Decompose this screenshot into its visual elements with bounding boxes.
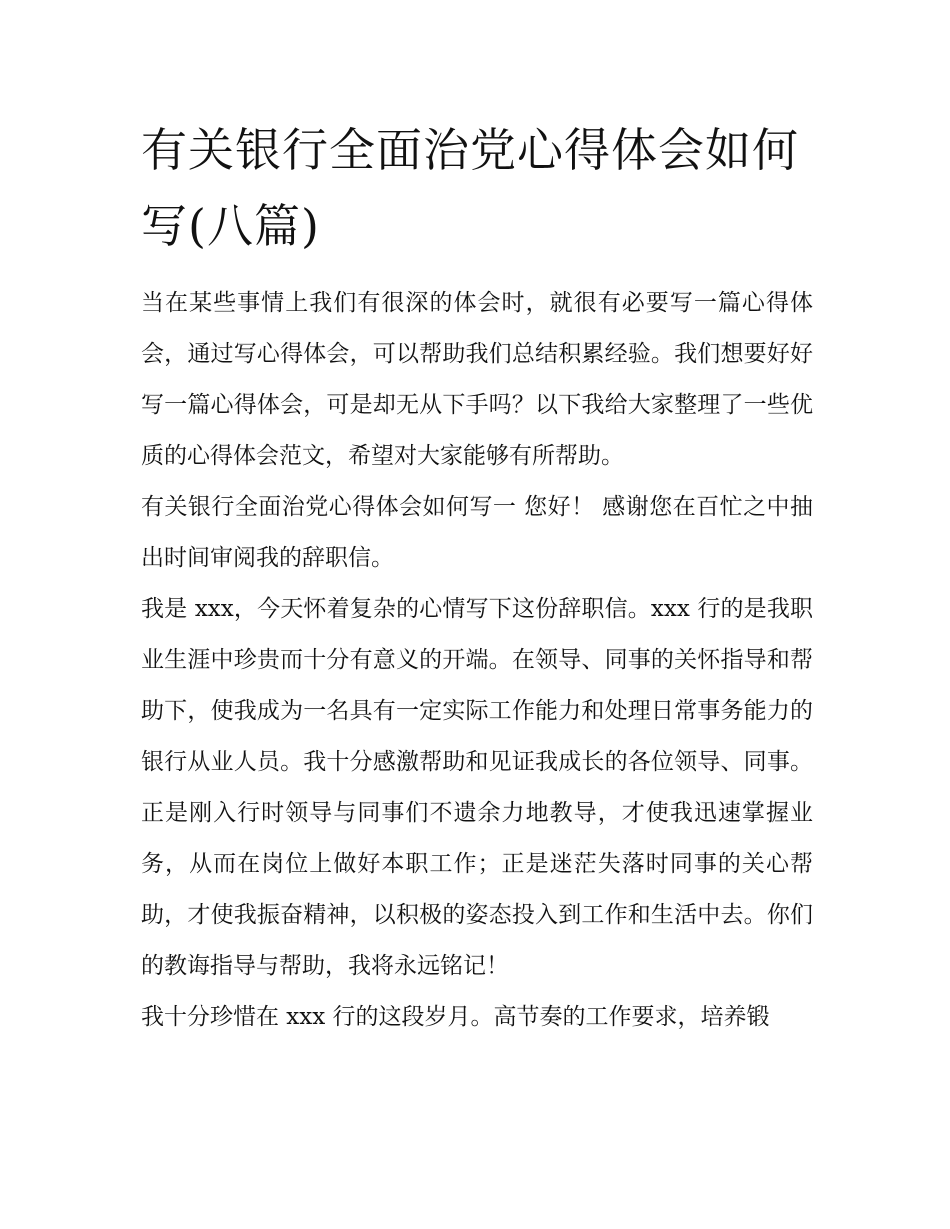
letter-continuation-paragraph: 我十分珍惜在 xxx 行的这段岁月。高节奏的工作要求，培养锻: [141, 1004, 770, 1030]
letter-body-paragraph: 我是 xxx，今天怀着复杂的心情写下这份辞职信。xxx 行的是我职业生涯中珍贵而十分有意义的开端。在领导、同事的关怀指导和帮助下，使我成为一名具有一定实际工作能力和处理日常事务能力的银行从业人员。我十分感激帮助和见证我成长的各位领导、同事。正是刚入行时领导与同事们不遗余力地教导，才使我迅速掌握业务，从而在岗位上做好本职工作；正是迷茫失落时同事的关心帮助，才使我振奋精神，以积极的姿态投入到工作和生活中去。你们的教诲指导与帮助，我将永远铭记！: [141, 596, 813, 979]
intro-paragraph: 当在某些事情上我们有很深的体会时，就很有必要写一篇心得体会，通过写心得体会，可以帮助我们总结积累经验。我们想要好好写一篇心得体会，可是却无从下手吗？以下我给大家整理了一些优质的心得体会范文，希望对大家能够有所帮助。: [141, 290, 813, 469]
document-body: [141, 278, 813, 1043]
document-content: [141, 112, 813, 1043]
document-title: 有关银行全面治党心得体会如何写(八篇): [141, 123, 799, 253]
letter-greeting-paragraph: 有关银行全面治党心得体会如何写一 您好！ 感谢您在百忙之中抽出时间审阅我的辞职信。: [141, 494, 813, 571]
